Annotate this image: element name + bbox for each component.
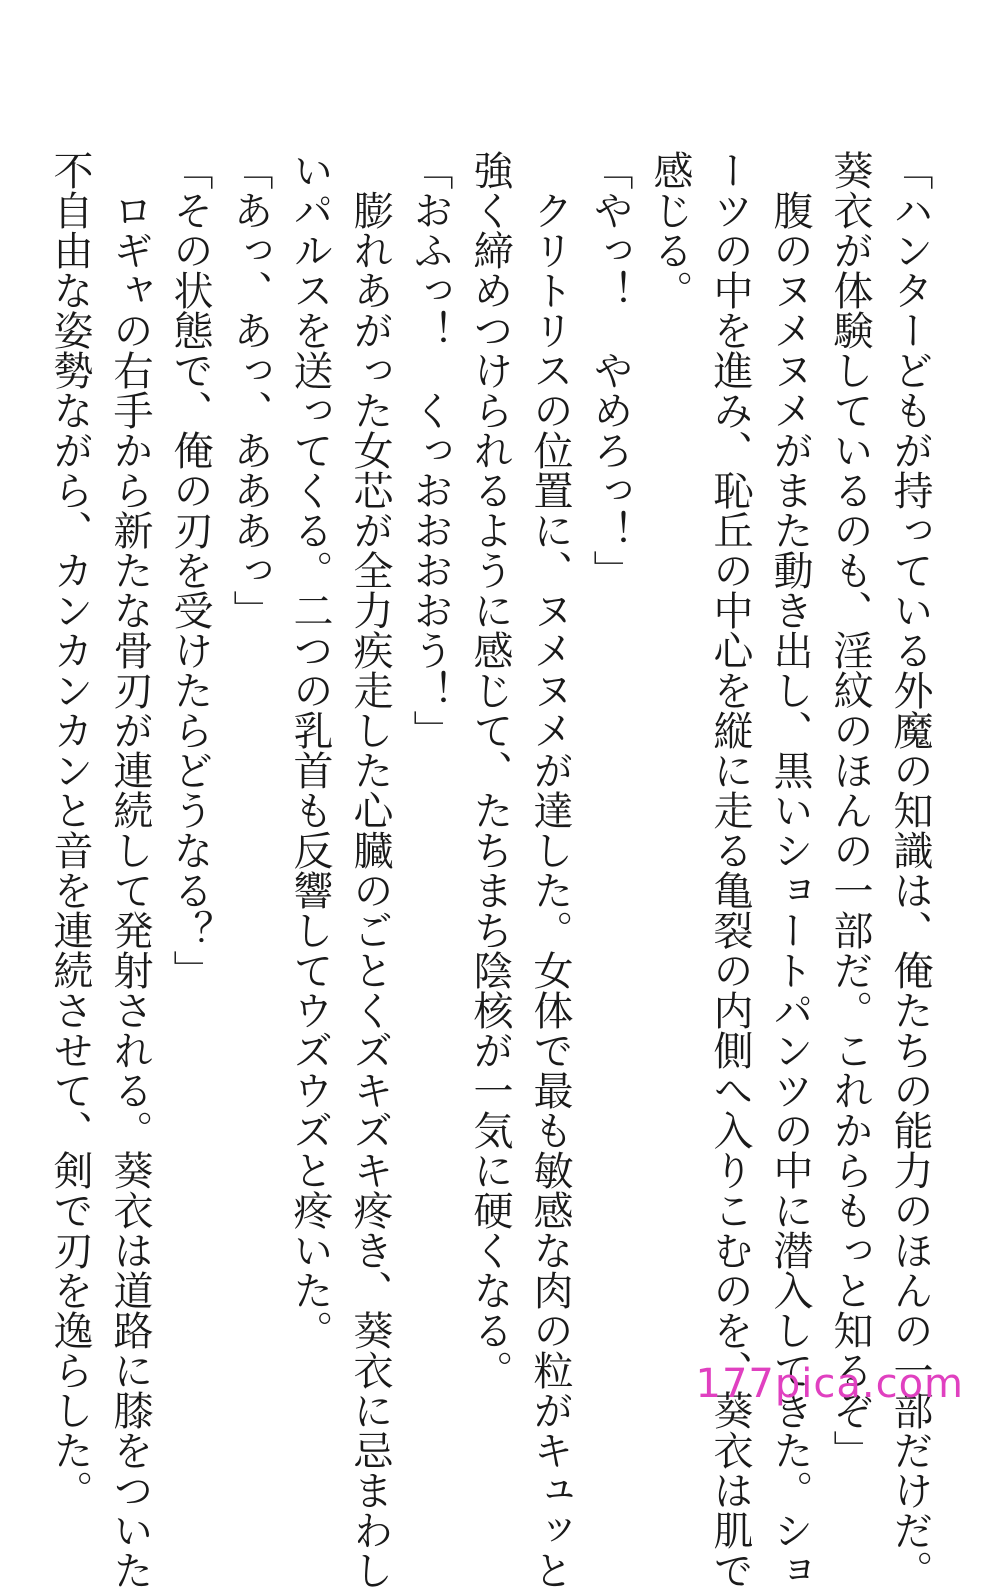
text-line: 感じる。 <box>647 150 693 310</box>
text-line: 「その状態で、俺の刃を受けたらどうなる？」 <box>167 150 213 990</box>
text-line: ーツの中を進み、恥丘の中心を縦に走る亀裂の内側へ入りこむのを、葵衣は肌で <box>707 150 753 1590</box>
watermark: 177pica.com <box>695 1361 964 1407</box>
text-line: クリトリスの位置に、ヌメヌメが達した。女体で最も敏感な肉の粒がキュッと <box>527 150 573 1590</box>
text-line: 葵衣が体験しているのも、淫紋のほんの一部だ。これからもっと知るぞ」 <box>827 150 873 1470</box>
text-line: 「ハンターどもが持っている外魔の知識は、俺たちの能力のほんの一部だけだ。 <box>887 150 933 1590</box>
text-line: ロギャの右手から新たな骨刃が連続して発射される。葵衣は道路に膝をついた <box>107 150 153 1590</box>
text-line: いパルスを送ってくる。二つの乳首も反響してウズウズと疼いた。 <box>287 150 333 1350</box>
text-line: 「おふっ！ くっおおおおう！」 <box>407 150 453 750</box>
text-line: 不自由な姿勢ながら、カンカンカンと音を連続させて、剣で刃を逸らした。 <box>47 150 93 1510</box>
text-line: 強く締めつけられるように感じて、たちまち陰核が一気に硬くなる。 <box>467 150 513 1390</box>
text-line: 腹のヌメヌメがまた動き出し、黒いショートパンツの中に潜入してきた。ショ <box>767 150 813 1590</box>
text-line: 膨れあがった女芯が全力疾走した心臓のごとくズキズキ疼き、葵衣に忌まわし <box>347 150 393 1590</box>
text-line: 「やっ！ やめろっ！」 <box>587 150 633 590</box>
text-line: 「あっ、あっ、あああっ」 <box>227 150 273 630</box>
